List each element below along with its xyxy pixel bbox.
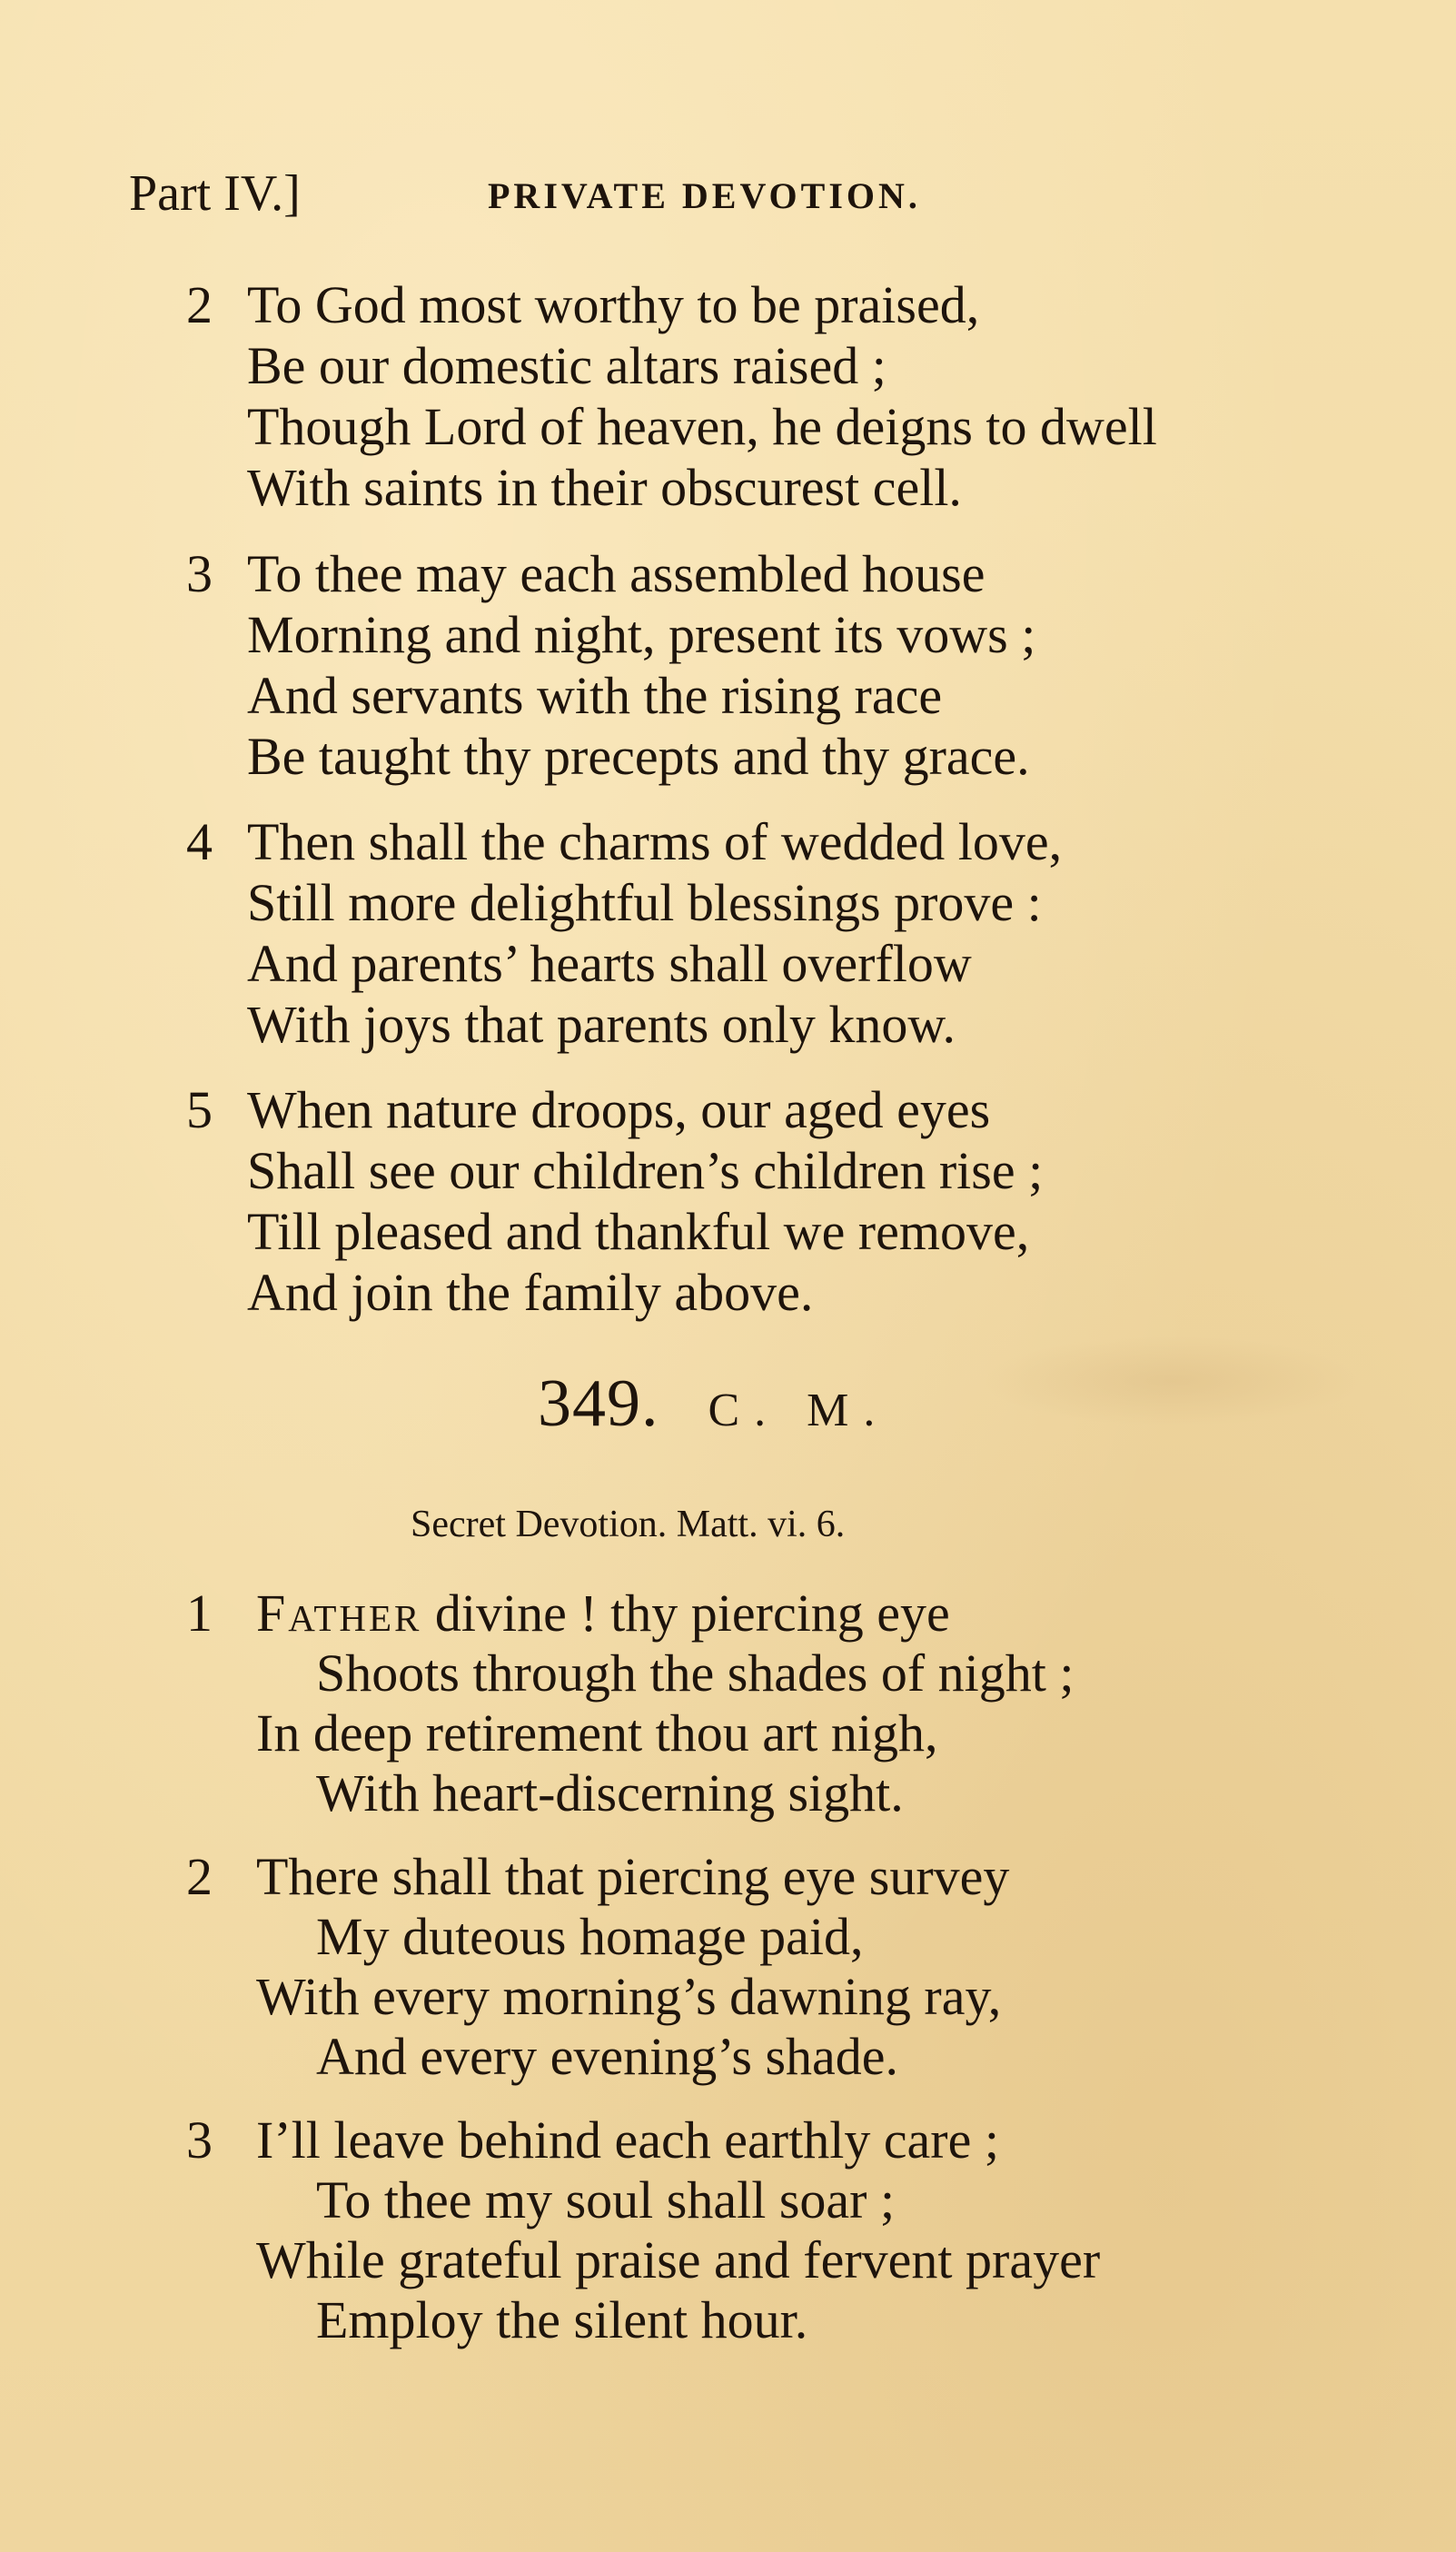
verse-line: I’ll leave behind each earthly care ; <box>256 2110 999 2170</box>
stanza-number: 5 <box>186 1080 213 1139</box>
stanza-number: 3 <box>186 544 213 603</box>
stanza-number: 1 <box>186 1584 213 1643</box>
verse-line: Shall see our children’s children rise ; <box>247 1141 1044 1200</box>
verse-line: With saints in their obscurest cell. <box>247 458 962 517</box>
verse-line: Shoots through the shades of night ; <box>316 1643 1075 1703</box>
verse-line: With heart-discerning sight. <box>316 1763 904 1822</box>
verse-line: Though Lord of heaven, he deigns to dwell <box>247 397 1157 456</box>
hymn-subtitle: Secret Devotion. Matt. vi. 6. <box>411 1504 846 1545</box>
verse-line: With joys that parents only know. <box>247 995 956 1054</box>
verse-line: To thee my soul shall soar ; <box>316 2170 896 2229</box>
verse-line: And join the family above. <box>247 1263 814 1322</box>
verse-line: And parents’ hearts shall overflow <box>247 934 972 993</box>
running-head <box>129 162 1328 225</box>
verse-line: And servants with the rising race <box>247 666 943 725</box>
verse-line: To thee may each assembled house <box>247 544 986 603</box>
first-line-rest: divine ! thy piercing eye <box>421 1584 950 1643</box>
stanza-number: 3 <box>186 2110 213 2170</box>
hymn-heading <box>538 1367 889 1440</box>
stanza-number: 4 <box>186 812 213 871</box>
verse-line: Be our domestic altars raised ; <box>247 336 886 395</box>
verse-line: Then shall the charms of wedded love, <box>247 812 1063 871</box>
hymn-number: 349. <box>538 1366 659 1441</box>
verse-line: In deep retirement thou art nigh, <box>256 1703 938 1763</box>
first-word: Father <box>256 1584 422 1643</box>
verse-line: With every morning’s dawning ray, <box>256 1967 1002 2026</box>
verse-line: When nature droops, our aged eyes <box>247 1080 991 1139</box>
stanza-number: 2 <box>186 1847 213 1906</box>
verse-line: My duteous homage paid, <box>316 1907 864 1966</box>
verse-line: Morning and night, present its vows ; <box>247 605 1036 664</box>
verse-line: Till pleased and thankful we remove, <box>247 1202 1030 1261</box>
verse-line: To God most worthy to be praised, <box>247 275 980 334</box>
verse-line: Be taught thy precepts and thy grace. <box>247 727 1030 786</box>
paper-stain <box>981 1336 1362 1426</box>
verse-line <box>256 1583 950 1643</box>
stanza-number: 2 <box>186 275 213 334</box>
section-title: PRIVATE DEVOTION. <box>488 175 921 216</box>
part-label: Part IV.] <box>129 165 301 222</box>
verse-line: Still more delightful blessings prove : <box>247 873 1042 932</box>
hymn-meter: C. M. <box>708 1385 890 1436</box>
verse-line: While grateful praise and fervent prayer <box>256 2230 1101 2289</box>
verse-line: There shall that piercing eye survey <box>256 1847 1010 1906</box>
verse-line: Employ the silent hour. <box>316 2290 808 2349</box>
verse-line: And every evening’s shade. <box>316 2027 899 2086</box>
